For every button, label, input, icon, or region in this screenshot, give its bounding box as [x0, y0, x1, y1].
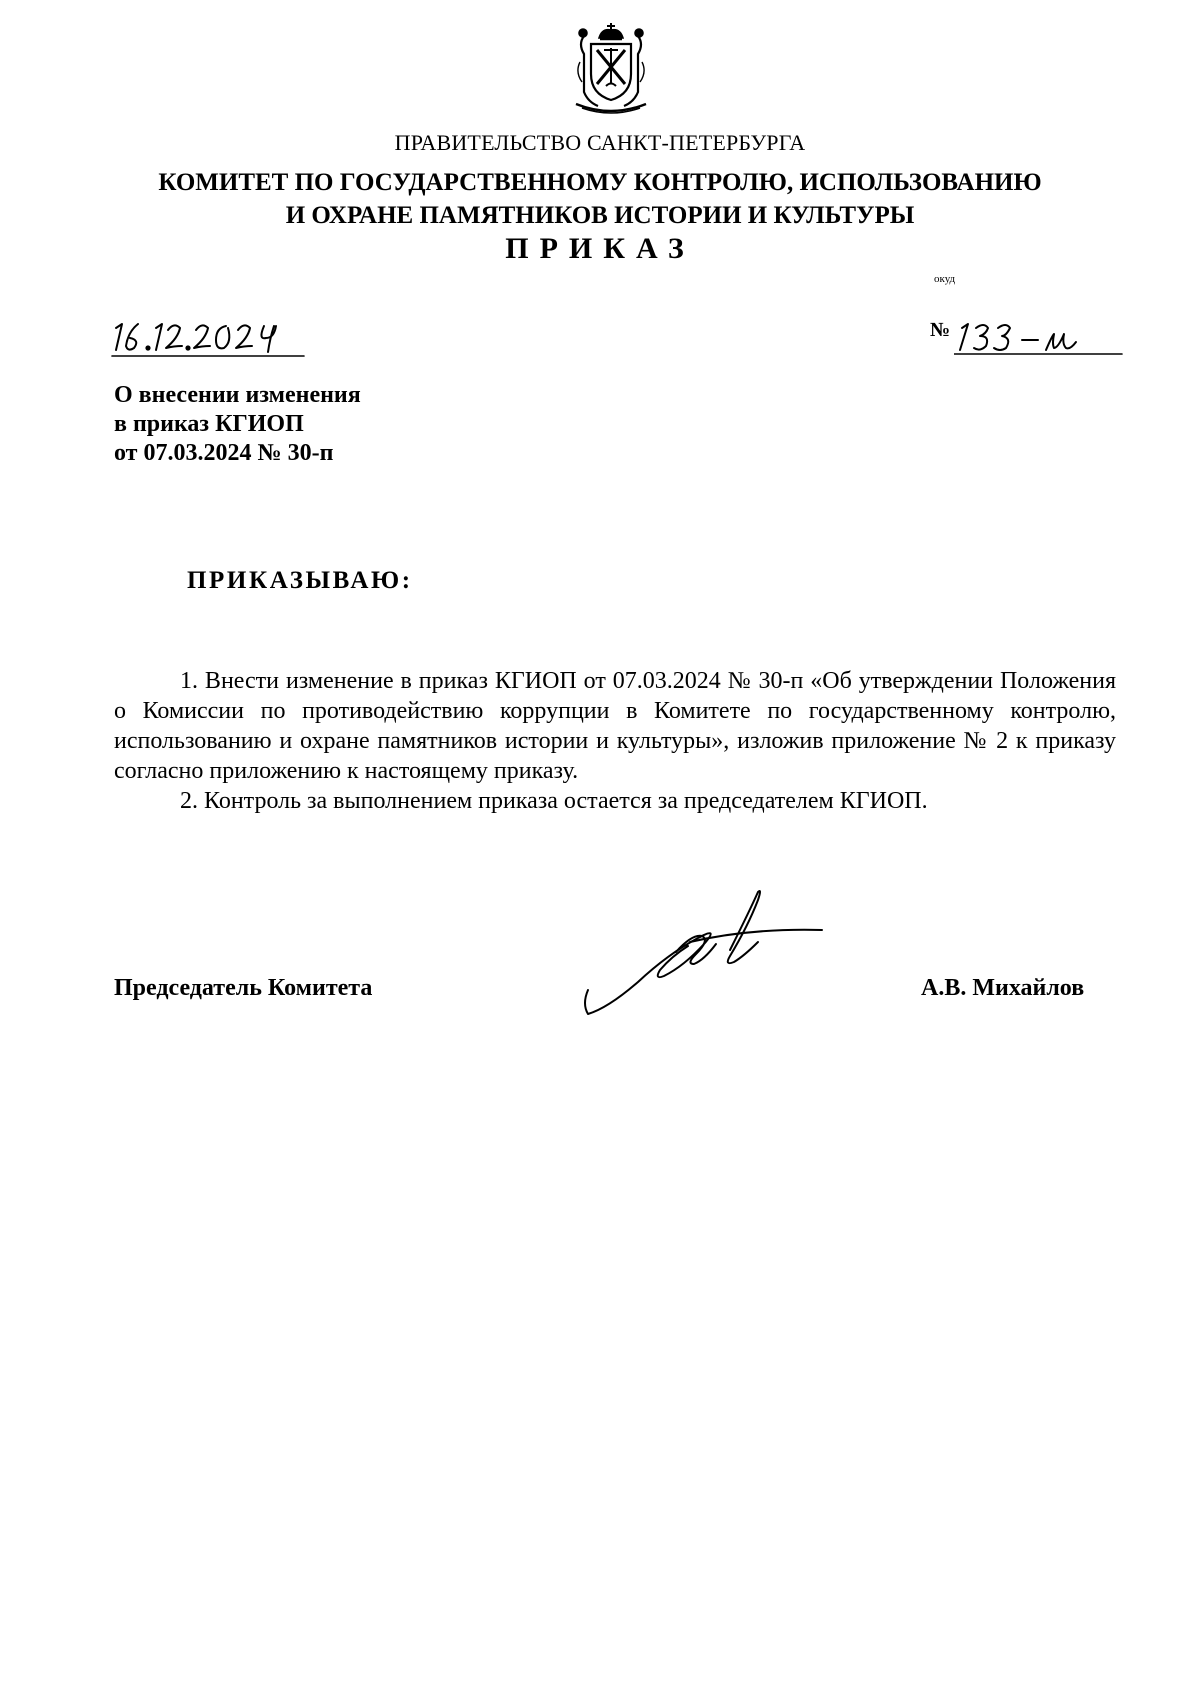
saint-petersburg-coat-of-arms-icon	[566, 22, 656, 117]
committee-heading-line-2: И ОХРАНЕ ПАМЯТНИКОВ ИСТОРИИ И КУЛЬТУРЫ	[285, 202, 915, 229]
handwritten-date	[108, 310, 308, 364]
order-verb: ПРИКАЗЫВАЮ:	[187, 567, 413, 594]
number-label: №	[930, 319, 951, 341]
committee-heading	[0, 166, 1200, 232]
subject-line-3: от 07.03.2024 № 30-п	[114, 440, 334, 466]
order-paragraph-1: 1. Внести изменение в приказ КГИОП от 07.03.2024 № 30-п «Об утверждении Положения о Комиссии по противодействию коррупции в Комитете по государственному контролю, использованию и охране памятников истории и культуры», изложив приложение № 2 к приказу согласно приложению к настоящему приказу.	[114, 668, 1116, 784]
signer-name: А.В. Михайлов	[921, 975, 1085, 1001]
handwritten-signature	[580, 890, 830, 1025]
okud-label: окуд	[934, 273, 956, 285]
government-heading: ПРАВИТЕЛЬСТВО САНКТ-ПЕТЕРБУРГА	[394, 130, 806, 155]
signer-title: Председатель Комитета	[114, 975, 373, 1001]
subject-line-2: в приказ КГИОП	[114, 411, 304, 437]
order-paragraph-2: 2. Контроль за выполнением приказа остается за председателем КГИОП.	[180, 788, 928, 814]
handwritten-order-number	[954, 314, 1124, 364]
committee-heading-line-1: КОМИТЕТ ПО ГОСУДАРСТВЕННОМУ КОНТРОЛЮ, ИСПОЛЬЗОВАНИЮ	[158, 169, 1042, 196]
subject-line-1: О внесении изменения	[114, 382, 361, 408]
order-body	[114, 666, 1116, 816]
document-type-title: ПРИКАЗ	[505, 232, 695, 265]
order-subject	[114, 381, 361, 468]
